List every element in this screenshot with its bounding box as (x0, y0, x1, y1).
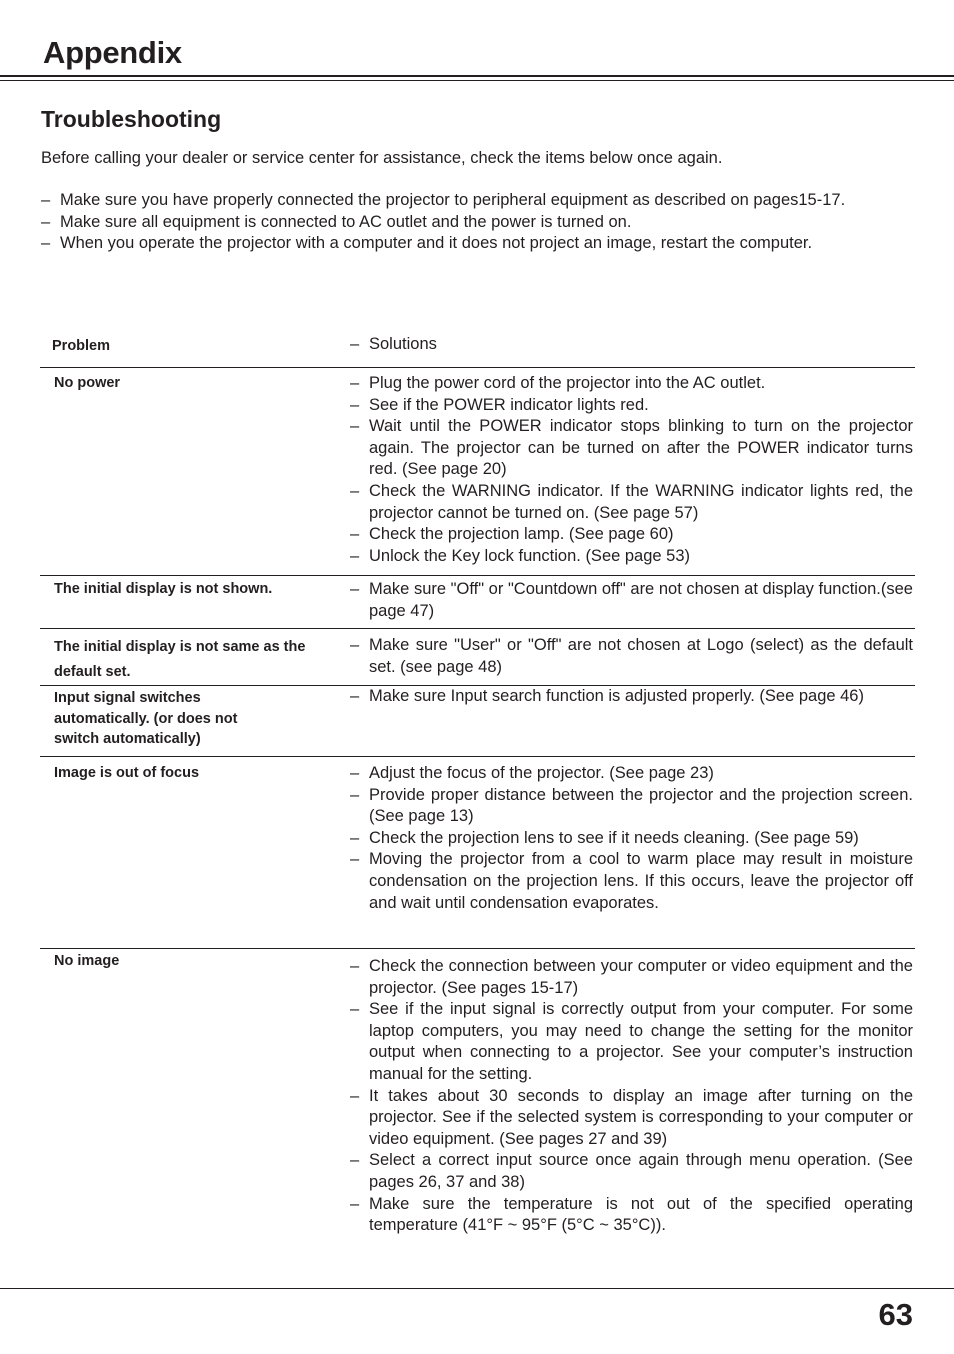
page-number: 63 (878, 1297, 913, 1332)
problem-column-header: Problem (52, 338, 111, 354)
solution-item: – Adjust the focus of the projector. (See page 23) (350, 763, 913, 785)
problem-label: Input signal switches automatically. (or does not switch automatically) (54, 690, 238, 747)
solutions-column-header (350, 334, 913, 356)
table-row (40, 367, 915, 565)
solution-list (350, 373, 913, 567)
solution-list (350, 956, 913, 1237)
table-row (40, 756, 915, 912)
solution-item: – Check the projection lamp. (See page 60) (350, 524, 913, 546)
header-rule-thin (0, 80, 954, 81)
solutions-header-label: – Solutions (350, 334, 913, 356)
problem-label: The initial display is not shown. (54, 581, 273, 597)
solution-item: – It takes about 30 seconds to display an image after turning on the projector. See if the selected system is corresponding to your computer or video equipment. (See pages 27 and 39) (350, 1086, 913, 1151)
checklist-item: – Make sure you have properly connected the projector to peripheral equipment as described on pages15-17. (41, 190, 914, 212)
solution-list (350, 635, 913, 678)
intro-text: Before calling your dealer or service center for assistance, check the items below once again. (41, 149, 723, 167)
solution-item: – Select a correct input source once again through menu operation. (See pages 26, 37 and 38) (350, 1150, 913, 1193)
table-row (40, 685, 915, 747)
footer-rule (0, 1288, 954, 1289)
solution-item: – See if the POWER indicator lights red. (350, 395, 913, 417)
checklist-item: – Make sure all equipment is connected to AC outlet and the power is turned on. (41, 212, 914, 234)
solution-item: – Provide proper distance between the projector and the projection screen. (See page 13) (350, 785, 913, 828)
solution-item: – Check the WARNING indicator. If the WARNING indicator lights red, the projector cannot be turned on. (See page 57) (350, 481, 913, 524)
solution-item: – Make sure "User" or "Off" are not chosen at Logo (select) as the default set. (see page 48) (350, 635, 913, 678)
problem-label: Image is out of focus (54, 765, 200, 781)
solution-list (350, 686, 913, 708)
solution-item: – Make sure "Off" or "Countdown off" are not chosen at display function.(see page 47) (350, 579, 913, 622)
solution-list (350, 579, 913, 622)
table-row (40, 948, 915, 1235)
pre-check-list (41, 190, 914, 255)
solution-list (350, 763, 913, 914)
solution-item: – Check the connection between your computer or video equipment and the projector. (See pages 15-17) (350, 956, 913, 999)
solution-item: – Unlock the Key lock function. (See page 53) (350, 546, 913, 568)
section-title: Troubleshooting (41, 106, 222, 132)
solution-item: – Wait until the POWER indicator stops blinking to turn on the projector again. The projector can be turned on after the POWER indicator turns red. (See page 20) (350, 416, 913, 481)
problem-label: No power (54, 375, 121, 391)
solution-item: – See if the input signal is correctly output from your computer. For some laptop computers, you may need to change the setting for the monitor output when connecting to a projector. See your computer’s instruction manual for the setting. (350, 999, 913, 1085)
solution-item: – Make sure the temperature is not out of the specified operating temperature (41°F ~ 95°F (5°C ~ 35°C)). (350, 1194, 913, 1237)
table-row (40, 575, 915, 620)
checklist-item: – When you operate the projector with a computer and it does not project an image, restart the computer. (41, 233, 914, 255)
solution-item: – Plug the power cord of the projector into the AC outlet. (350, 373, 913, 395)
header-rule-thick (0, 75, 954, 77)
problem-label: No image (54, 953, 120, 969)
problem-label: The initial display is not same as the default set. (54, 639, 306, 680)
solution-item: – Check the projection lens to see if it needs cleaning. (See page 59) (350, 828, 913, 850)
chapter-title: Appendix (43, 35, 182, 70)
table-row (40, 628, 915, 680)
solution-item: – Make sure Input search function is adjusted properly. (See page 46) (350, 686, 913, 708)
solution-item: – Moving the projector from a cool to warm place may result in moisture condensation on the projection lens. If this occurs, leave the projector off and wait until condensation evaporates. (350, 849, 913, 914)
